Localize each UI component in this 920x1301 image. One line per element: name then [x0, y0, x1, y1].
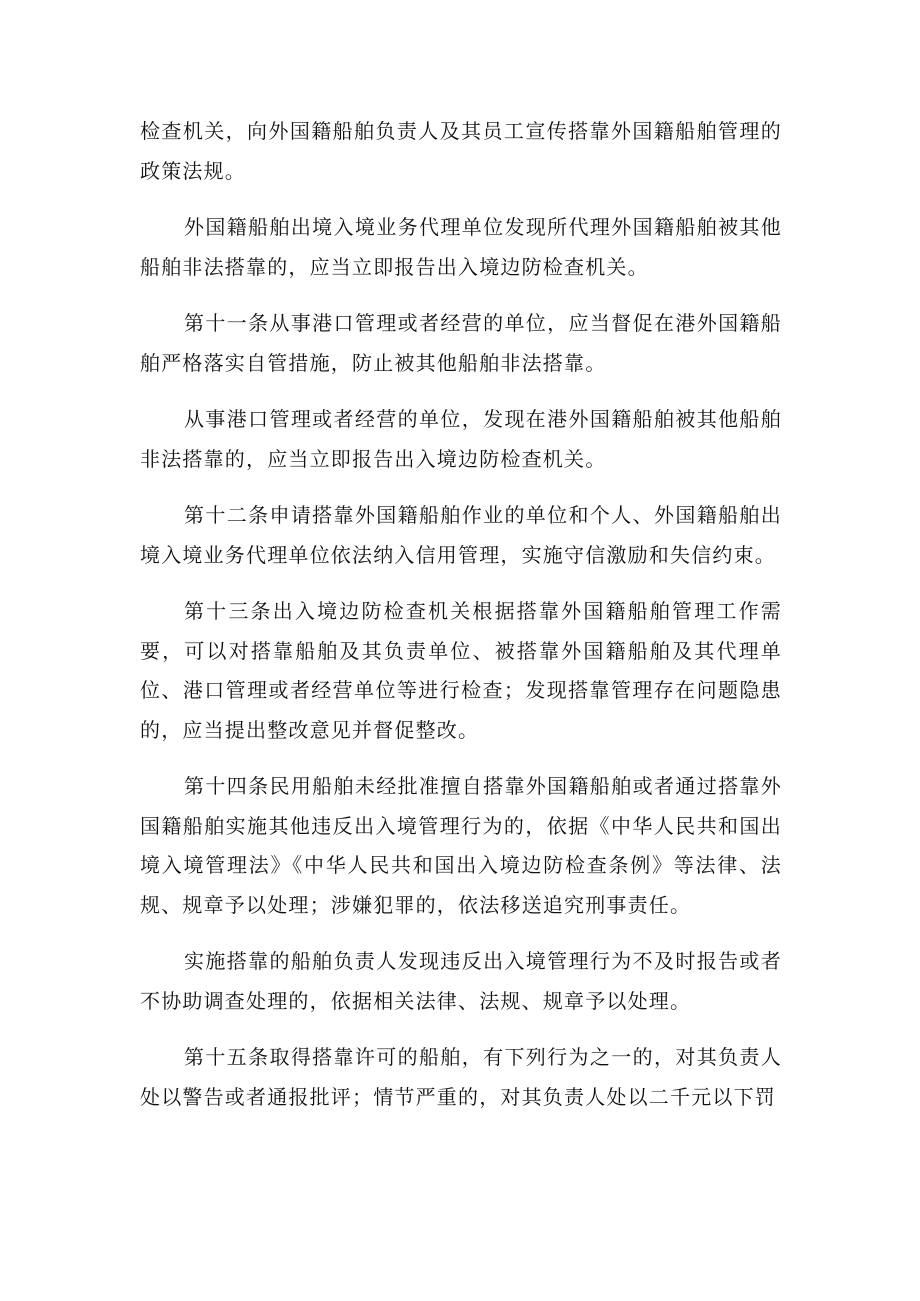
- paragraph-5: 第十二条申请搭靠外国籍船舶作业的单位和个人、外国籍船舶出境入境业务代理单位依法纳入信用管理，实施守信激励和失信约束。: [140, 503, 782, 567]
- paragraph-6: 第十三条出入境边防检查机关根据搭靠外国籍船舶管理工作需要，可以对搭靠船舶及其负责单位、被搭靠外国籍船舶及其代理单位、港口管理或者经营单位等进行检查；发现搭靠管理存在问题隐患的，应当提出整改意见并督促整改。: [140, 599, 782, 742]
- paragraph-9: 第十五条取得搭靠许可的船舶，有下列行为之一的，对其负责人处以警告或者通报批评；情节严重的，对其负责人处以二千元以下罚: [140, 1045, 782, 1109]
- paragraph-1: 检查机关，向外国籍船舶负责人及其员工宣传搭靠外国籍船舶管理的政策法规。: [140, 119, 782, 183]
- paragraph-3: 第十一条从事港口管理或者经营的单位，应当督促在港外国籍船舶严格落实自管措施，防止被其他船舶非法搭靠。: [140, 311, 782, 375]
- paragraph-8: 实施搭靠的船舶负责人发现违反出入境管理行为不及时报告或者不协助调查处理的，依据相关法律、法规、规章予以处理。: [140, 949, 782, 1013]
- paragraph-4: 从事港口管理或者经营的单位，发现在港外国籍船舶被其他船舶非法搭靠的，应当立即报告出入境边防检查机关。: [140, 407, 782, 471]
- paragraph-7: 第十四条民用船舶未经批准擅自搭靠外国籍船舶或者通过搭靠外国籍船舶实施其他违反出入境管理行为的，依据《中华人民共和国出境入境管理法》《中华人民共和国出入境边防检查条例》等法律、法规、规章予以处理；涉嫌犯罪的，依法移送追究刑事责任。: [140, 774, 782, 917]
- paragraph-2: 外国籍船舶出境入境业务代理单位发现所代理外国籍船舶被其他船舶非法搭靠的，应当立即报告出入境边防检查机关。: [140, 215, 782, 279]
- document-body: [140, 112, 782, 1117]
